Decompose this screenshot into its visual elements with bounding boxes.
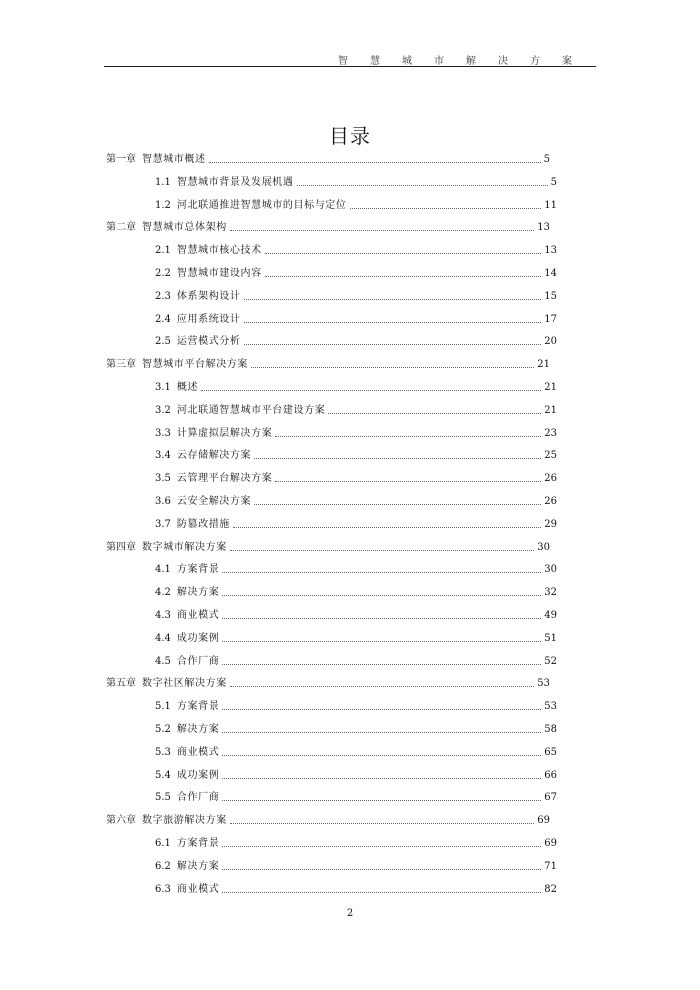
toc-dot-leader <box>222 595 541 596</box>
toc-dot-leader <box>275 436 541 437</box>
toc-entry-number: 第四章 <box>106 541 136 553</box>
toc-section-entry[interactable] <box>155 766 557 782</box>
toc-entry-title: 概述 <box>176 382 199 393</box>
toc-section-entry[interactable] <box>155 446 557 462</box>
toc-dot-leader <box>328 413 541 414</box>
toc-chapter-entry[interactable] <box>106 538 550 554</box>
toc-entry-page: 11 <box>544 199 557 211</box>
toc-dot-leader <box>209 162 541 163</box>
toc-dot-leader <box>222 664 541 665</box>
toc-section-entry[interactable] <box>155 560 557 576</box>
toc-dot-leader <box>265 276 542 277</box>
toc-dot-leader <box>244 322 542 323</box>
toc-entry-title: 防篡改措施 <box>176 518 230 530</box>
toc-entry-number: 2.3 <box>155 290 171 302</box>
toc-section-entry[interactable] <box>155 264 557 280</box>
toc-section-entry[interactable] <box>155 241 557 257</box>
toc-entry-title: 解决方案 <box>176 724 220 735</box>
toc-entry-page: 30 <box>537 541 550 553</box>
toc-entry-title: 计算虚拟层解决方案 <box>176 427 273 439</box>
toc-entry-title: 智慧城市平台解决方案 <box>142 359 248 371</box>
toc-section-entry[interactable] <box>155 652 557 668</box>
toc-entry-page: 82 <box>544 883 557 895</box>
toc-dot-leader <box>265 253 542 254</box>
toc-entry-page: 25 <box>544 450 557 462</box>
toc-entry-page: 29 <box>544 518 557 530</box>
toc-dot-leader <box>230 230 534 231</box>
toc-entry-page: 26 <box>544 473 557 485</box>
toc-entry-page: 30 <box>544 564 557 576</box>
toc-dot-leader <box>222 618 541 619</box>
toc-entry-title: 河北联通智慧城市平台建设方案 <box>176 404 326 416</box>
toc-entry-number: 1.2 <box>155 199 171 211</box>
toc-entry-page: 13 <box>537 222 550 234</box>
toc-section-entry[interactable] <box>155 834 557 850</box>
toc-entry-title: 云安全解决方案 <box>176 496 252 507</box>
toc-entry-page: 15 <box>544 290 557 302</box>
toc-entry-number: 4.3 <box>155 610 171 621</box>
toc-entry-title: 运营模式分析 <box>176 336 241 348</box>
toc-section-entry[interactable] <box>155 515 557 531</box>
toc-entry-title: 云存储解决方案 <box>176 450 252 462</box>
toc-entry-number: 6.2 <box>155 860 171 872</box>
toc-entry-number: 5.2 <box>155 724 171 735</box>
toc-dot-leader <box>222 755 541 756</box>
toc-entry-number: 第二章 <box>106 222 136 234</box>
toc-entry-number: 第一章 <box>106 154 136 165</box>
page-header <box>104 48 596 68</box>
toc-section-entry[interactable] <box>155 378 557 394</box>
toc-entry-number: 4.1 <box>155 564 171 576</box>
toc-dot-leader <box>222 892 541 893</box>
toc-entry-number: 2.4 <box>155 313 171 325</box>
toc-entry-title: 方案背景 <box>176 564 220 576</box>
toc-entry-page: 52 <box>544 655 557 667</box>
toc-entry-page: 17 <box>544 313 557 325</box>
toc-section-entry[interactable] <box>155 629 557 645</box>
toc-entry-page: 66 <box>544 769 557 781</box>
toc-dot-leader <box>254 458 541 459</box>
toc-entry-page: 53 <box>544 701 557 713</box>
toc-section-entry[interactable] <box>155 196 557 212</box>
toc-entry-title: 智慧城市背景及发展机遇 <box>176 176 294 188</box>
toc-section-entry[interactable] <box>155 492 557 508</box>
toc-section-entry[interactable] <box>155 332 557 348</box>
toc-section-entry[interactable] <box>155 287 557 303</box>
toc-dot-leader <box>222 869 541 870</box>
toc-entry-number: 3.2 <box>155 404 171 416</box>
toc-entry-title: 应用系统设计 <box>176 313 241 325</box>
toc-dot-leader <box>222 709 541 710</box>
toc-entry-number: 第五章 <box>106 678 136 690</box>
toc-entry-page: 5 <box>550 176 557 188</box>
toc-entry-title: 智慧城市概述 <box>142 154 206 165</box>
toc-section-entry[interactable] <box>155 697 557 713</box>
toc-section-entry[interactable] <box>155 788 557 804</box>
toc-entry-number: 4.4 <box>155 632 171 644</box>
toc-entry-number: 第六章 <box>106 815 136 827</box>
toc-dot-leader <box>275 481 541 482</box>
toc-entry-number: 5.4 <box>155 769 171 781</box>
toc-dot-leader <box>222 846 541 847</box>
toc-entry-number: 3.3 <box>155 427 171 439</box>
toc-dot-leader <box>222 778 541 779</box>
toc-entry-title: 商业模式 <box>176 746 220 758</box>
toc-section-entry[interactable] <box>155 880 557 896</box>
toc-entry-page: 26 <box>544 496 557 507</box>
toc-entry-number: 3.7 <box>155 518 171 530</box>
toc-entry-title: 数字城市解决方案 <box>142 541 227 553</box>
toc-entry-number: 6.1 <box>155 838 171 849</box>
toc-entry-page: 20 <box>544 336 557 348</box>
toc-dot-leader <box>244 344 542 345</box>
toc-entry-number: 6.3 <box>155 883 171 895</box>
toc-section-entry[interactable] <box>155 606 557 622</box>
toc-dot-leader <box>350 208 542 209</box>
toc-entry-page: 21 <box>537 359 550 371</box>
toc-entry-title: 智慧城市建设内容 <box>176 268 262 279</box>
toc-entry-number: 3.1 <box>155 382 171 393</box>
toc-chapter-entry[interactable] <box>106 150 550 166</box>
toc-entry-number: 5.1 <box>155 701 171 713</box>
toc-dot-leader <box>254 504 541 505</box>
toc-entry-page: 58 <box>544 724 557 735</box>
toc-entry-title: 数字旅游解决方案 <box>142 815 227 827</box>
toc-entry-page: 14 <box>544 268 557 279</box>
toc-entry-title: 数字社区解决方案 <box>142 678 227 690</box>
toc-dot-leader <box>230 550 534 551</box>
toc-dot-leader <box>230 686 534 687</box>
toc-entry-page: 32 <box>544 587 557 599</box>
toc-entry-number: 2.5 <box>155 336 171 348</box>
toc-entry-title: 云管理平台解决方案 <box>176 473 273 485</box>
toc-chapter-entry[interactable] <box>106 218 550 234</box>
toc-entry-number: 2.1 <box>155 245 171 257</box>
toc-dot-leader <box>222 641 541 642</box>
toc-section-entry[interactable] <box>155 469 557 485</box>
toc-entry-title: 体系架构设计 <box>176 290 241 302</box>
toc-entry-page: 23 <box>544 427 557 439</box>
toc-entry-page: 69 <box>544 838 557 849</box>
toc-entry-title: 解决方案 <box>176 587 220 599</box>
toc-entry-title: 河北联通推进智慧城市的目标与定位 <box>176 199 347 211</box>
toc-entry-page: 53 <box>537 678 550 690</box>
toc-entry-page: 65 <box>544 746 557 758</box>
toc-dot-leader <box>244 299 542 300</box>
toc-dot-leader <box>201 390 541 391</box>
header-title: 智慧城市解决方案 <box>338 56 594 67</box>
toc-chapter-entry[interactable] <box>106 674 550 690</box>
toc-entry-title: 智慧城市总体架构 <box>142 222 227 234</box>
toc-section-entry[interactable] <box>155 173 557 189</box>
toc-entry-number: 3.6 <box>155 496 171 507</box>
toc-entry-number: 2.2 <box>155 268 171 279</box>
toc-entry-number: 5.5 <box>155 792 171 804</box>
toc-chapter-entry[interactable] <box>106 355 550 371</box>
page-number: 2 <box>346 908 354 919</box>
toc-entry-number: 1.1 <box>155 176 171 188</box>
toc-section-entry[interactable] <box>155 857 557 873</box>
toc-entry-page: 51 <box>544 632 557 644</box>
toc-entry-page: 13 <box>544 245 557 257</box>
header-rule <box>104 66 596 67</box>
toc-entry-page: 69 <box>537 815 550 827</box>
toc-entry-number: 3.5 <box>155 473 171 485</box>
toc-section-entry[interactable] <box>155 424 557 440</box>
toc-entry-page: 67 <box>544 792 557 804</box>
toc-entry-number: 4.2 <box>155 587 171 599</box>
toc-section-entry[interactable] <box>155 720 557 736</box>
toc-section-entry[interactable] <box>155 310 557 326</box>
toc-entry-title: 成功案例 <box>176 769 220 781</box>
toc-entry-title: 智慧城市核心技术 <box>176 245 262 257</box>
toc-entry-number: 5.3 <box>155 746 171 758</box>
toc-dot-leader <box>251 367 534 368</box>
toc-dot-leader <box>297 185 548 186</box>
toc-entry-page: 71 <box>544 860 557 872</box>
toc-chapter-entry[interactable] <box>106 811 550 827</box>
toc-entry-page: 5 <box>543 154 550 165</box>
toc-entry-title: 成功案例 <box>176 632 220 644</box>
toc-entry-title: 合作厂商 <box>176 655 220 667</box>
toc-dot-leader <box>222 572 541 573</box>
toc-entry-page: 49 <box>544 610 557 621</box>
toc-entry-page: 21 <box>544 382 557 393</box>
toc-entry-number: 3.4 <box>155 450 171 462</box>
toc-entry-page: 21 <box>544 404 557 416</box>
toc-entry-title: 解决方案 <box>176 860 220 872</box>
toc-entry-number: 第三章 <box>106 359 136 371</box>
toc-entry-title: 合作厂商 <box>176 792 220 804</box>
toc-dot-leader <box>222 800 541 801</box>
toc-section-entry[interactable] <box>155 583 557 599</box>
toc-entry-title: 方案背景 <box>176 701 220 713</box>
toc-entry-title: 商业模式 <box>176 610 220 621</box>
toc-title: 目录 <box>329 124 371 148</box>
toc-entry-title: 方案背景 <box>176 838 220 849</box>
toc-section-entry[interactable] <box>155 743 557 759</box>
toc-entry-number: 4.5 <box>155 655 171 667</box>
toc-entry-title: 商业模式 <box>176 883 220 895</box>
toc-dot-leader <box>222 732 541 733</box>
toc-dot-leader <box>230 823 534 824</box>
toc-dot-leader <box>233 527 541 528</box>
toc-section-entry[interactable] <box>155 401 557 417</box>
